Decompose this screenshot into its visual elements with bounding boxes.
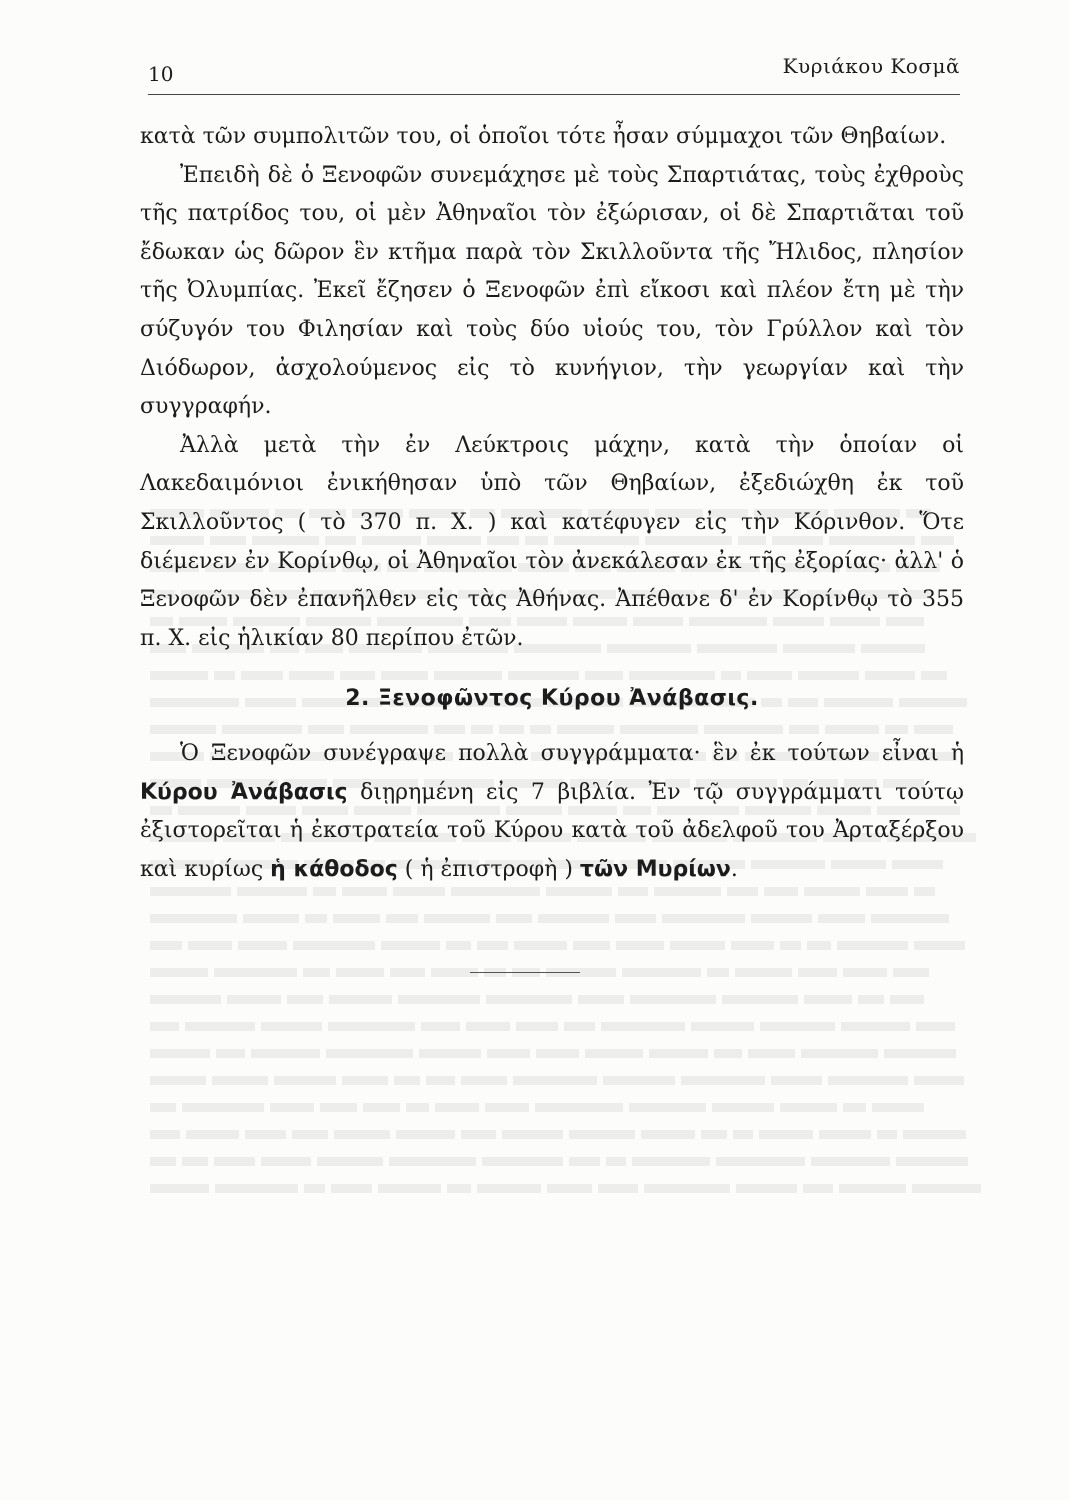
paragraph-3-text-d: . xyxy=(730,856,738,882)
paragraph-3-bold-myrion: τῶν Μυρίων xyxy=(579,856,731,882)
page-number: 10 xyxy=(148,62,174,86)
paragraph-3-text-c: ( ἡ ἐπιστροφὴ ) xyxy=(397,856,580,882)
bleed-line xyxy=(150,932,990,959)
section-heading: 2. Ξενοφῶντος Κύρου Ἀνάβασις. xyxy=(345,686,759,712)
paragraph-2: Ἀλλὰ μετὰ τὴν ἐν Λεύκτροις μάχην, κατὰ τὴν ὁποίαν οἱ Λακεδαιμόνιοι ἐνικήθησαν ὑπὸ τῶν Θηβαίων, ἐξεδιώχθη ἐκ τοῦ Σκιλλοῦντος ( τὸ 370 π. Χ. ) καὶ κατέφυγεν εἰς τὴν Κόρινθον. Ὅτε διέμενεν ἐν Κορίνθῳ, οἱ Ἀθηναῖοι τὸν ἀνεκάλεσαν ἐκ τῆς ἐξορίας· ἀλλ' ὁ Ξενοφῶν δὲν ἐπανῆλθεν εἰς τὰς Ἀθήνας. Ἀπέθανε δ' ἐν Κορίνθῳ τὸ 355 π. Χ. εἰς ἡλικίαν 80 περίπου ἐτῶν. xyxy=(140,432,964,651)
page-header xyxy=(148,54,960,94)
bleed-line xyxy=(150,1148,990,1175)
paragraph-3-text-b: διῃρημένη εἰς 7 βιβλία. Ἐν τῷ συγγράμματι τούτῳ ἐξιστορεῖται ἡ ἐκστρατεία τοῦ Κύρου κατὰ τοῦ ἀδελφοῦ του Ἀρταξέρξου καὶ κυρίως xyxy=(140,779,964,882)
section-separator-rule xyxy=(470,972,580,973)
running-head: Κυριάκου Κοσμᾶ xyxy=(782,54,960,78)
bleed-line xyxy=(150,986,990,1013)
bleed-line xyxy=(150,905,990,932)
bleed-line xyxy=(150,1175,990,1202)
paragraph-3-bold-title: Κύρου Ἀνάβασις xyxy=(140,779,348,805)
header-rule xyxy=(148,94,960,95)
bleed-line xyxy=(150,1067,990,1094)
paragraph-3-text-a: Ὁ Ξενοφῶν συνέγραψε πολλὰ συγγράμματα· ἓν ἐκ τούτων εἶναι ἡ xyxy=(180,740,964,766)
bleed-line xyxy=(150,1094,990,1121)
body-text xyxy=(140,118,964,889)
paragraph-1: Ἐπειδὴ δὲ ὁ Ξενοφῶν συνεμάχησε μὲ τοὺς Σπαρτιάτας, τοὺς ἐχθροὺς τῆς πατρίδος του, οἱ μὲν Ἀθηναῖοι τὸν ἐξώρισαν, οἱ δὲ Σπαρτιᾶται τοῦ ἔδωκαν ὡς δῶρον ἓν κτῆμα παρὰ τὸν Σκιλλοῦντα τῆς Ἤλιδος, πλησίον τῆς Ὀλυμπίας. Ἐκεῖ ἔζησεν ὁ Ξενοφῶν ἐπὶ εἴκοσι καὶ πλέον ἔτη μὲ τὴν σύζυγόν του Φιλησίαν καὶ τοὺς δύο υἱούς του, τὸν Γρύλλον καὶ τὸν Διόδωρον, ἀσχολούμενος εἰς τὸ κυνήγιον, τὴν γεωργίαν καὶ τὴν συγγραφήν. xyxy=(140,162,964,420)
bleed-line xyxy=(150,1121,990,1148)
paragraph-3-bold-kathodos: ἡ κάθοδος xyxy=(270,856,398,882)
paragraph-continued xyxy=(140,118,964,157)
bleed-line xyxy=(150,1013,990,1040)
bleed-line xyxy=(150,1040,990,1067)
paragraph-1-line-1: κατὰ τῶν συμπολιτῶν του, οἱ ὁποῖοι τότε ἦσαν σύμμαχοι τῶν Θηβαίων. xyxy=(140,124,947,149)
paragraph-3 xyxy=(140,735,964,889)
